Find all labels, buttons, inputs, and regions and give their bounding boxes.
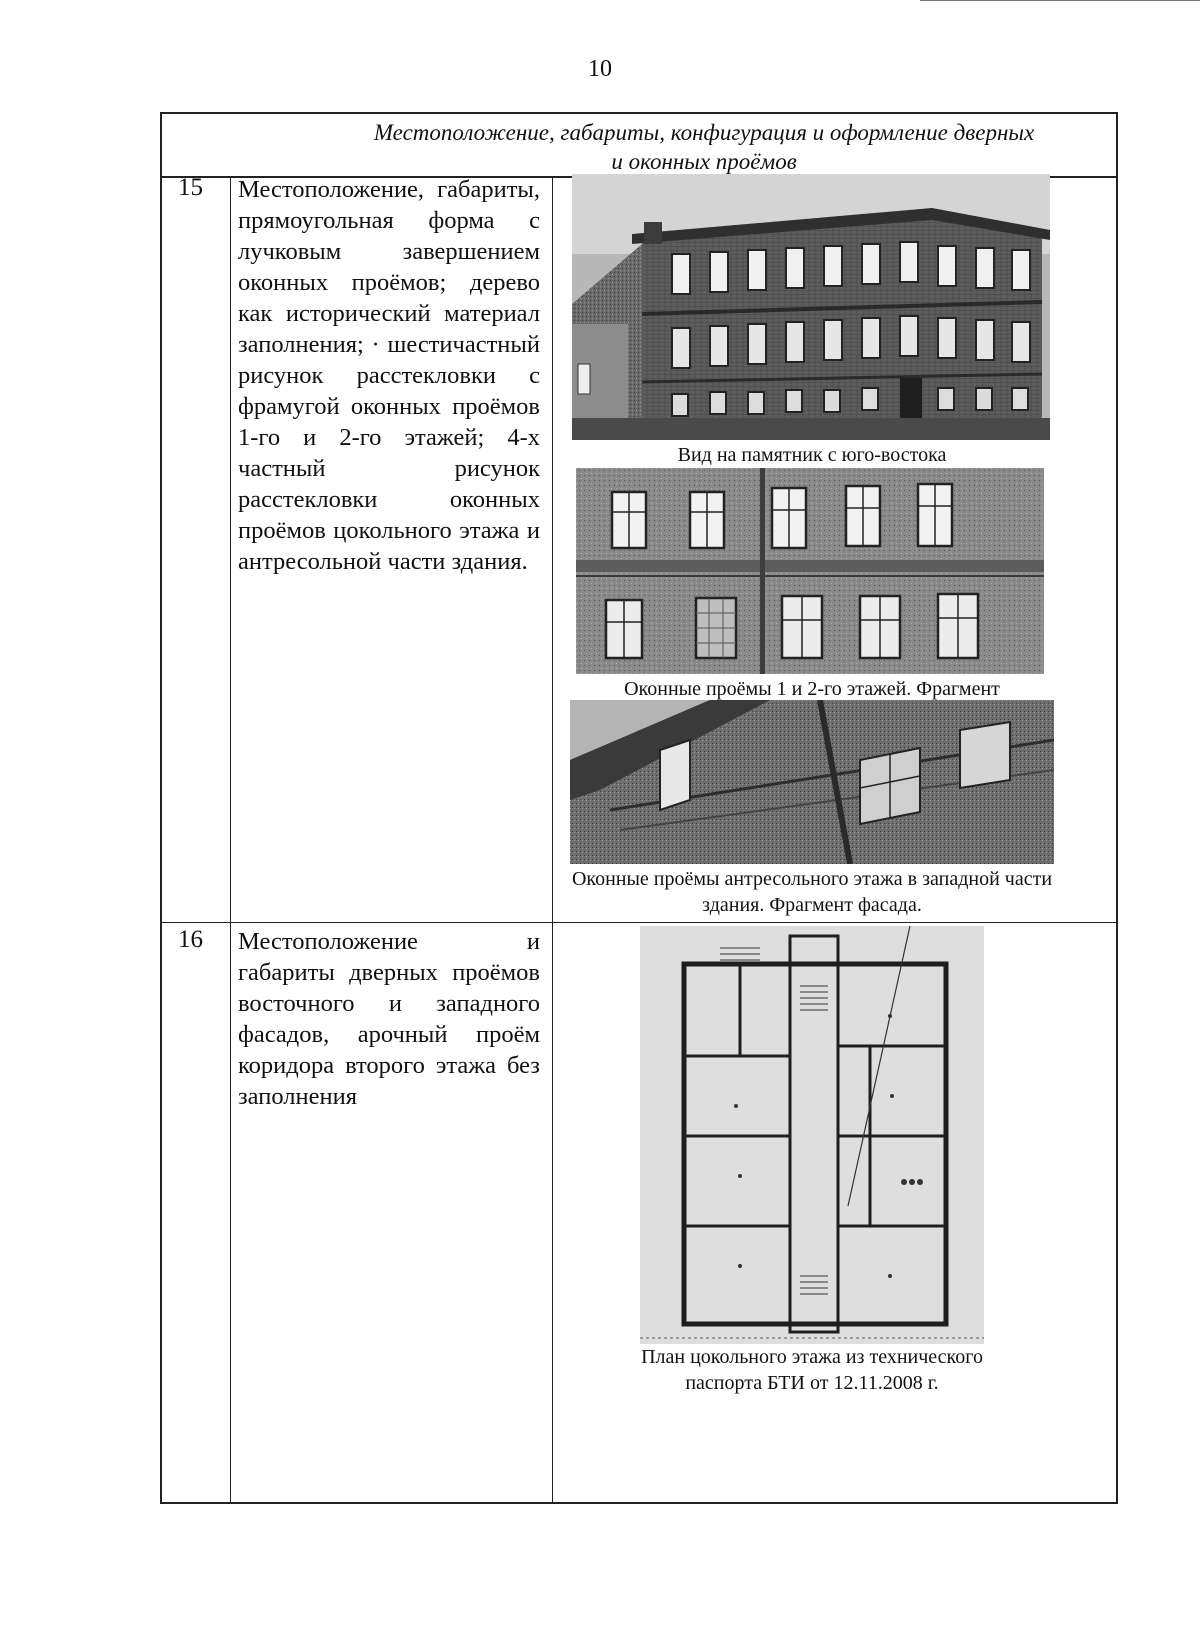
row-divider: [162, 922, 1116, 923]
windows-floor-1-2-photo: [576, 468, 1044, 674]
floor-plan-caption: [554, 1344, 1070, 1396]
row-16-description: Местоположение и габариты дверных проёмов восточного и западного фасадов, арочный проём коридора второго этажа без заполнения: [238, 928, 540, 1110]
heritage-table: [160, 112, 1118, 1504]
row-number-16: 16: [178, 926, 203, 953]
photo-caption-mezzanine: Оконные проёмы антресольного этажа в западной части здания. Фрагмент фасада.: [571, 868, 1053, 916]
basement-floor-plan: [640, 926, 984, 1344]
page-number: 10: [588, 56, 612, 82]
photo-caption-southeast: Вид на памятник с юго-востока: [677, 444, 947, 466]
column-divider-number: [230, 176, 231, 1502]
building-photo-southeast: [572, 174, 1050, 440]
column-divider-description: [552, 176, 553, 1502]
scan-edge-line: [920, 0, 1200, 1]
floor-plan-caption-line-1: План цокольного этажа из технического: [641, 1346, 983, 1368]
photo-caption-windows-fragment: Оконные проёмы 1 и 2-го этажей. Фрагмент: [624, 678, 1000, 700]
mezzanine-windows-photo: [570, 700, 1054, 864]
row-15-description: Местоположение, габариты, прямоугольная форма с лучковым завершением оконных проёмов; дерево как исторический материал заполнения; · шестичастный рисунок расстекловки с фрамугой оконных проёмов 1-го и 2-го этажей; 4-х частный рисунок расстекловки оконных проёмов цокольного этажа и антресольной части здания.: [238, 176, 540, 575]
table-header: [162, 114, 1116, 178]
table-header-line-2: и оконных проёмов: [611, 149, 797, 174]
floor-plan-caption-line-2: паспорта БТИ от 12.11.2008 г.: [685, 1372, 939, 1394]
table-header-line-1: Местоположение, габариты, конфигурация и оформление дверных: [373, 120, 1035, 145]
row-number-15: 15: [178, 174, 203, 201]
